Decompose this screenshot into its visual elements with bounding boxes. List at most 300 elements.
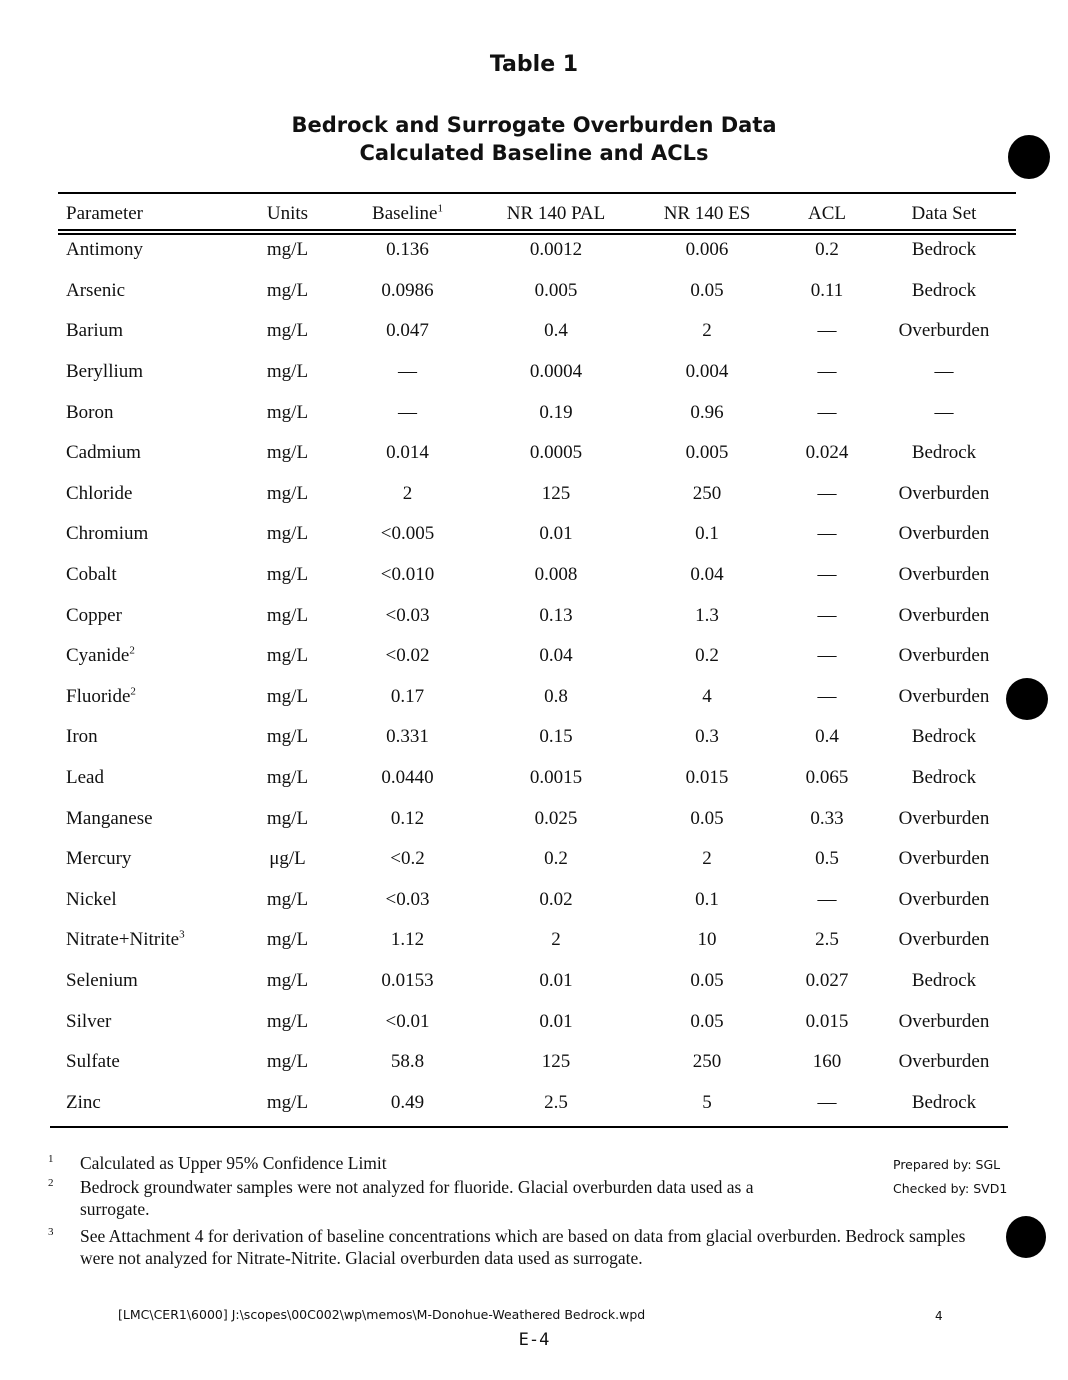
cell-es-value: 250 <box>692 482 722 504</box>
cell-dataset-value: — <box>934 361 954 383</box>
cell-units <box>240 717 335 758</box>
cell-acl <box>782 636 872 677</box>
cell-parameter-value: Lead <box>66 767 104 789</box>
cell-pal <box>480 636 632 677</box>
cell-dataset-value: Overburden <box>898 685 990 707</box>
table-row <box>58 352 1016 393</box>
cell-units-value: mg/L <box>266 969 309 991</box>
cell-units-value: mg/L <box>266 1010 309 1032</box>
cell-pal <box>480 433 632 474</box>
cell-pal <box>480 514 632 555</box>
cell-es-value: 250 <box>692 1051 722 1073</box>
footnote-2-text: Bedrock groundwater samples were not analyzed for fluoride. Glacial overburden data used as a surrogate. <box>80 1177 754 1219</box>
cell-pal-value: 125 <box>541 1051 571 1073</box>
footnote-1-mark: 1 <box>48 1153 54 1165</box>
cell-acl-value: — <box>817 482 837 504</box>
cell-baseline <box>335 839 480 880</box>
cell-dataset-value: Bedrock <box>911 239 977 261</box>
cell-dataset <box>872 961 1016 1002</box>
cell-baseline-value: 0.17 <box>390 685 425 707</box>
table-row <box>58 433 1016 474</box>
cell-baseline-value: 0.0153 <box>381 969 434 991</box>
cell-baseline <box>335 271 480 312</box>
cell-units-value: mg/L <box>266 1091 309 1113</box>
table-row <box>58 474 1016 515</box>
cell-baseline-value: <0.03 <box>385 888 430 910</box>
table-row <box>58 1001 1016 1042</box>
cell-parameter <box>58 798 240 839</box>
cell-baseline-value: — <box>398 401 417 423</box>
cell-units <box>240 311 335 352</box>
cell-parameter-value: Antimony <box>66 239 144 261</box>
cell-pal <box>480 595 632 636</box>
cell-baseline-value: <0.005 <box>380 523 435 545</box>
cell-dataset-value: Bedrock <box>911 969 977 991</box>
cell-pal <box>480 798 632 839</box>
cell-parameter-value: Iron <box>66 726 98 748</box>
binder-hole-top <box>1008 135 1050 179</box>
cell-baseline <box>335 920 480 961</box>
cell-parameter-note: 3 <box>179 929 185 942</box>
header-acl: ACL <box>808 202 846 224</box>
table-row <box>58 677 1016 718</box>
cell-parameter-value: Cyanide <box>66 645 130 667</box>
cell-baseline-value: <0.2 <box>390 848 425 870</box>
cell-es-value: 2 <box>702 320 712 342</box>
cell-es-value: 0.004 <box>685 361 729 383</box>
cell-es-value: 5 <box>702 1091 712 1113</box>
cell-acl-value: — <box>817 361 837 383</box>
cell-parameter-value: Cobalt <box>66 564 117 586</box>
cell-units-value: μg/L <box>269 848 306 870</box>
cell-parameter <box>58 1001 240 1042</box>
cell-dataset <box>872 1082 1016 1123</box>
header-es: NR 140 ES <box>663 202 751 224</box>
cell-acl <box>782 758 872 799</box>
cell-baseline-value: 0.0440 <box>381 767 434 789</box>
cell-acl <box>782 311 872 352</box>
table-title-line-1: Bedrock and Surrogate Overburden Data <box>291 113 777 137</box>
cell-units <box>240 392 335 433</box>
cell-units-value: mg/L <box>266 604 309 626</box>
cell-units <box>240 920 335 961</box>
cell-dataset <box>872 798 1016 839</box>
cell-es-value: 0.05 <box>690 279 724 301</box>
page-number: 4 <box>935 1309 943 1323</box>
cell-parameter <box>58 758 240 799</box>
cell-acl <box>782 595 872 636</box>
cell-parameter-value: Chloride <box>66 482 133 504</box>
cell-pal <box>480 677 632 718</box>
cell-acl-value: 160 <box>812 1051 842 1073</box>
cell-parameter <box>58 433 240 474</box>
footnote-2 <box>48 1176 818 1220</box>
cell-units <box>240 677 335 718</box>
cell-es <box>632 717 782 758</box>
cell-baseline <box>335 230 480 271</box>
cell-acl-value: 0.4 <box>815 726 839 748</box>
cell-dataset-value: Overburden <box>898 604 990 626</box>
cell-parameter <box>58 230 240 271</box>
cell-pal <box>480 920 632 961</box>
cell-baseline-value: — <box>398 361 417 383</box>
cell-baseline-value: 0.136 <box>386 239 429 261</box>
cell-dataset <box>872 677 1016 718</box>
cell-es <box>632 1082 782 1123</box>
cell-baseline <box>335 311 480 352</box>
cell-parameter <box>58 920 240 961</box>
cell-acl <box>782 555 872 596</box>
header-baseline-label: Baseline <box>372 202 438 224</box>
cell-baseline-value: 0.047 <box>386 320 429 342</box>
table-row <box>58 961 1016 1002</box>
cell-dataset <box>872 717 1016 758</box>
cell-parameter <box>58 1042 240 1083</box>
cell-pal-value: 0.0004 <box>529 361 583 383</box>
cell-acl <box>782 230 872 271</box>
cell-dataset-value: Overburden <box>898 1051 990 1073</box>
cell-units-value: mg/L <box>266 726 309 748</box>
cell-parameter <box>58 839 240 880</box>
cell-parameter <box>58 717 240 758</box>
cell-es <box>632 677 782 718</box>
cell-acl <box>782 880 872 921</box>
footnote-3 <box>48 1225 983 1269</box>
cell-baseline <box>335 798 480 839</box>
cell-units-value: mg/L <box>266 320 309 342</box>
cell-baseline-value: 0.12 <box>390 807 425 829</box>
header-row <box>58 197 1016 230</box>
table-row <box>58 555 1016 596</box>
cell-dataset <box>872 920 1016 961</box>
footnote-2-mark: 2 <box>48 1177 54 1189</box>
cell-acl-value: — <box>817 401 837 423</box>
cell-baseline-value: 0.014 <box>386 442 429 464</box>
footnote-1 <box>48 1152 848 1174</box>
cell-parameter-value: Chromium <box>66 523 149 545</box>
cell-dataset <box>872 1001 1016 1042</box>
cell-units <box>240 1082 335 1123</box>
table-row <box>58 230 1016 271</box>
cell-pal <box>480 839 632 880</box>
cell-acl <box>782 1082 872 1123</box>
cell-baseline <box>335 880 480 921</box>
cell-dataset <box>872 433 1016 474</box>
cell-baseline <box>335 474 480 515</box>
cell-acl-value: — <box>817 523 837 545</box>
cell-parameter <box>58 1082 240 1123</box>
cell-parameter-value: Arsenic <box>66 279 126 301</box>
cell-pal <box>480 555 632 596</box>
table-title-line-2: Calculated Baseline and ACLs <box>359 141 709 165</box>
cell-units-value: mg/L <box>266 645 309 667</box>
cell-dataset-value: Bedrock <box>911 1091 977 1113</box>
cell-baseline <box>335 1042 480 1083</box>
cell-dataset-value: Bedrock <box>911 279 977 301</box>
cell-acl <box>782 271 872 312</box>
cell-pal-value: 0.01 <box>539 969 573 991</box>
cell-dataset <box>872 636 1016 677</box>
cell-baseline <box>335 392 480 433</box>
cell-baseline <box>335 758 480 799</box>
table-number: Table 1 <box>489 52 579 77</box>
cell-baseline-value: 0.0986 <box>381 279 434 301</box>
table-row <box>58 717 1016 758</box>
cell-pal-value: 0.025 <box>534 807 578 829</box>
table-bottom-rule <box>50 1126 1008 1128</box>
cell-dataset <box>872 1042 1016 1083</box>
cell-baseline <box>335 677 480 718</box>
cell-pal <box>480 1001 632 1042</box>
cell-units-value: mg/L <box>266 361 309 383</box>
cell-acl-value: 0.33 <box>810 807 844 829</box>
cell-es-value: 0.05 <box>690 1010 724 1032</box>
cell-pal <box>480 1042 632 1083</box>
cell-dataset-value: Overburden <box>898 523 990 545</box>
data-table <box>58 197 1016 1123</box>
cell-dataset-value: Overburden <box>898 1010 990 1032</box>
cell-pal-value: 0.008 <box>534 564 578 586</box>
cell-dataset-value: Overburden <box>898 645 990 667</box>
cell-units-value: mg/L <box>266 401 309 423</box>
header-baseline <box>335 197 480 230</box>
cell-baseline <box>335 514 480 555</box>
cell-es-value: 0.96 <box>690 401 724 423</box>
cell-es <box>632 880 782 921</box>
table-row <box>58 392 1016 433</box>
cell-baseline <box>335 433 480 474</box>
cell-pal-value: 0.01 <box>539 523 573 545</box>
cell-pal <box>480 230 632 271</box>
table-row <box>58 880 1016 921</box>
cell-parameter <box>58 514 240 555</box>
table-row <box>58 595 1016 636</box>
cell-es <box>632 230 782 271</box>
cell-dataset-value: Overburden <box>898 888 990 910</box>
cell-baseline <box>335 352 480 393</box>
cell-units-value: mg/L <box>266 523 309 545</box>
cell-acl <box>782 920 872 961</box>
cell-pal <box>480 961 632 1002</box>
cell-es-value: 0.015 <box>685 767 729 789</box>
cell-pal-value: 0.8 <box>544 685 568 707</box>
cell-parameter-value: Barium <box>66 320 123 342</box>
cell-units-value: mg/L <box>266 442 309 464</box>
cell-parameter <box>58 961 240 1002</box>
cell-units <box>240 595 335 636</box>
cell-baseline <box>335 1082 480 1123</box>
cell-parameter <box>58 595 240 636</box>
cell-es <box>632 798 782 839</box>
cell-baseline <box>335 961 480 1002</box>
file-path-footer: [LMC\CER1\6000] J:\scopes\00C002\wp\memos\M-Donohue-Weathered Bedrock.wpd <box>118 1307 646 1322</box>
cell-dataset <box>872 595 1016 636</box>
cell-units <box>240 839 335 880</box>
cell-es-value: 0.05 <box>690 969 724 991</box>
cell-parameter-value: Zinc <box>66 1091 101 1113</box>
cell-pal-value: 0.01 <box>539 1010 573 1032</box>
cell-parameter <box>58 392 240 433</box>
cell-baseline <box>335 717 480 758</box>
cell-parameter-value: Boron <box>66 401 114 423</box>
cell-units <box>240 1001 335 1042</box>
cell-dataset <box>872 474 1016 515</box>
cell-dataset <box>872 555 1016 596</box>
cell-dataset-value: Overburden <box>898 564 990 586</box>
cell-pal-value: 0.0015 <box>529 767 583 789</box>
cell-dataset-value: — <box>934 401 954 423</box>
cell-units <box>240 352 335 393</box>
cell-es-value: 0.005 <box>685 442 729 464</box>
cell-es-value: 0.05 <box>690 807 724 829</box>
cell-pal-value: 2 <box>551 929 561 951</box>
cell-es-value: 2 <box>702 848 712 870</box>
cell-units <box>240 1042 335 1083</box>
cell-acl <box>782 1001 872 1042</box>
cell-parameter-value: Nickel <box>66 888 117 910</box>
cell-es-value: 1.3 <box>695 604 719 626</box>
cell-units-value: mg/L <box>266 279 309 301</box>
checked-by: Checked by: SVD1 <box>893 1181 1008 1196</box>
cell-acl <box>782 798 872 839</box>
cell-es <box>632 311 782 352</box>
cell-acl-value: — <box>817 685 837 707</box>
cell-units <box>240 474 335 515</box>
cell-units <box>240 798 335 839</box>
cell-pal <box>480 271 632 312</box>
cell-pal-value: 0.04 <box>539 645 573 667</box>
cell-acl <box>782 961 872 1002</box>
cell-dataset <box>872 839 1016 880</box>
table-row <box>58 1082 1016 1123</box>
cell-es-value: 0.1 <box>695 888 719 910</box>
cell-acl-value: 0.2 <box>815 239 839 261</box>
cell-baseline-value: 58.8 <box>390 1051 425 1073</box>
cell-acl-value: — <box>817 564 837 586</box>
cell-es-value: 0.006 <box>685 239 729 261</box>
cell-units <box>240 758 335 799</box>
cell-es <box>632 433 782 474</box>
footnote-3-mark: 3 <box>48 1226 54 1238</box>
cell-acl-value: — <box>817 645 837 667</box>
cell-acl-value: 0.015 <box>805 1010 849 1032</box>
table-row <box>58 271 1016 312</box>
cell-parameter <box>58 555 240 596</box>
cell-acl-value: — <box>817 604 837 626</box>
cell-units-value: mg/L <box>266 482 309 504</box>
cell-dataset <box>872 230 1016 271</box>
cell-dataset-value: Overburden <box>898 482 990 504</box>
cell-es <box>632 758 782 799</box>
cell-dataset <box>872 311 1016 352</box>
cell-acl <box>782 433 872 474</box>
cell-baseline-value: <0.02 <box>385 645 430 667</box>
cell-pal <box>480 758 632 799</box>
cell-acl <box>782 352 872 393</box>
cell-es <box>632 961 782 1002</box>
cell-dataset-value: Overburden <box>898 929 990 951</box>
cell-dataset <box>872 352 1016 393</box>
cell-dataset <box>872 758 1016 799</box>
cell-acl-value: 0.024 <box>805 442 849 464</box>
cell-es <box>632 1042 782 1083</box>
cell-acl <box>782 1042 872 1083</box>
table-row <box>58 311 1016 352</box>
cell-parameter-value: Manganese <box>66 807 153 829</box>
cell-es <box>632 474 782 515</box>
cell-acl-value: 0.065 <box>805 767 849 789</box>
cell-baseline-value: <0.03 <box>385 604 430 626</box>
header-units: Units <box>266 202 309 224</box>
cell-units-value: mg/L <box>266 888 309 910</box>
cell-pal-value: 0.005 <box>534 279 578 301</box>
cell-units-value: mg/L <box>266 564 309 586</box>
cell-units-value: mg/L <box>266 929 309 951</box>
cell-acl-value: — <box>817 1091 837 1113</box>
cell-baseline <box>335 1001 480 1042</box>
cell-acl-value: — <box>817 320 837 342</box>
prepared-by: Prepared by: SGL <box>893 1157 1001 1172</box>
cell-acl <box>782 677 872 718</box>
cell-parameter-value: Selenium <box>66 969 138 991</box>
cell-parameter <box>58 311 240 352</box>
cell-pal <box>480 392 632 433</box>
header-baseline-note: 1 <box>437 202 443 215</box>
cell-parameter <box>58 474 240 515</box>
cell-parameter-note: 2 <box>129 644 135 657</box>
table-row <box>58 636 1016 677</box>
cell-units-value: mg/L <box>266 807 309 829</box>
cell-pal-value: 0.19 <box>539 401 573 423</box>
cell-es <box>632 839 782 880</box>
header-parameter: Parameter <box>66 202 144 224</box>
cell-units-value: mg/L <box>266 239 309 261</box>
cell-pal <box>480 880 632 921</box>
cell-pal-value: 0.0012 <box>529 239 583 261</box>
cell-units <box>240 271 335 312</box>
cell-acl <box>782 392 872 433</box>
cell-parameter <box>58 271 240 312</box>
cell-baseline-value: 1.12 <box>390 929 425 951</box>
cell-pal-value: 0.2 <box>544 848 568 870</box>
cell-units <box>240 514 335 555</box>
cell-es <box>632 636 782 677</box>
cell-parameter-note: 2 <box>130 685 136 698</box>
cell-pal-value: 0.02 <box>539 888 573 910</box>
cell-es <box>632 595 782 636</box>
cell-es <box>632 920 782 961</box>
cell-parameter <box>58 352 240 393</box>
cell-es <box>632 352 782 393</box>
cell-acl <box>782 839 872 880</box>
cell-pal <box>480 474 632 515</box>
cell-units <box>240 880 335 921</box>
cell-pal-value: 0.15 <box>539 726 573 748</box>
cell-acl-value: 0.5 <box>815 848 839 870</box>
cell-dataset <box>872 880 1016 921</box>
header-pal: NR 140 PAL <box>506 202 606 224</box>
cell-dataset-value: Bedrock <box>911 767 977 789</box>
cell-es <box>632 271 782 312</box>
cell-units <box>240 230 335 271</box>
cell-units-value: mg/L <box>266 685 309 707</box>
cell-parameter-value: Nitrate+Nitrite <box>66 929 180 951</box>
cell-baseline-value: 0.49 <box>390 1091 425 1113</box>
table-row <box>58 920 1016 961</box>
cell-baseline <box>335 595 480 636</box>
cell-acl-value: — <box>817 888 837 910</box>
cell-pal-value: 0.4 <box>544 320 568 342</box>
